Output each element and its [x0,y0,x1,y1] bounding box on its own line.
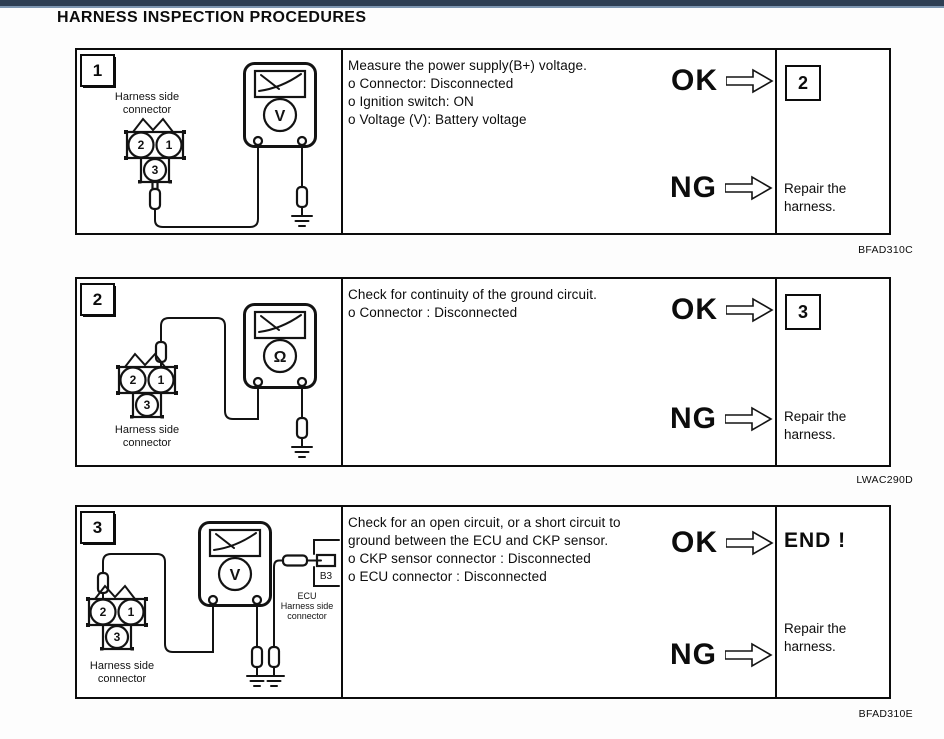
ground-probe-icon [297,386,307,447]
instruction-line: Check for an open circuit, or a short circuit to [348,515,621,530]
connector-label: Harness side [89,660,155,672]
procedure-panel-2 [75,277,891,467]
connector-label: connector [122,104,172,116]
harness-connector-icon [86,586,148,651]
ok-row [671,295,774,325]
result-cell-3 [775,507,889,697]
ok-label: OK [671,526,718,559]
ground-probe-icon [297,145,307,216]
step-number-box: 1 [80,54,115,87]
right-arrow-icon [725,175,773,201]
procedure-panel-3 [75,505,891,699]
instruction-line: Measure the power supply(B+) voltage. [348,58,587,73]
result-cell-2 [775,279,889,465]
figure-code: LWAC290D [856,474,913,486]
svg-text:3: 3 [151,163,159,177]
goto-step-box: 2 [785,65,821,101]
instruction-line: o Connector : Disconnected [348,304,518,320]
ng-action-text: Repair the harness. [784,621,847,654]
instruction-line: o Voltage (V): Battery voltage [348,111,527,127]
step-number-box: 2 [80,283,115,316]
svg-text:1: 1 [165,138,173,152]
diagram-cell-2 [77,279,343,465]
multimeter-icon [245,64,316,147]
procedure-panel-1 [75,48,891,235]
ground-icon [247,676,267,686]
ng-action-text: Repair the harness. [784,181,847,214]
right-arrow-icon [725,642,773,668]
end-label: END ! [784,529,847,552]
right-arrow-icon [726,297,774,323]
instruction-line: o Connector: Disconnected [348,75,514,91]
ground-icon [292,447,312,457]
result-cell-1 [775,50,889,233]
svg-text:3: 3 [143,398,151,412]
connector-label: connector [97,673,147,685]
instruction-cell-2 [343,279,775,465]
svg-text:1: 1 [157,373,165,387]
svg-text:3: 3 [113,630,121,644]
ground-icon [264,676,284,686]
ecu-terminal-label: B3 [319,571,333,582]
instruction-line: o ECU connector : Disconnected [348,568,547,584]
ground-icon [292,216,312,226]
ground-probe-icon [269,647,279,676]
ok-row [671,66,774,96]
harness-connector-icon [124,119,186,184]
figure-code: BFAD310C [858,244,913,256]
ng-label: NG [670,171,717,204]
right-arrow-icon [726,68,774,94]
instruction-line: ground between the ECU and CKP sensor. [348,532,609,548]
goto-step-box: 3 [785,294,821,330]
right-arrow-icon [726,530,774,556]
ok-label: OK [671,293,718,326]
page-title: HARNESS INSPECTION PROCEDURES [57,9,367,26]
circuit-test-diagram-3 [77,507,341,697]
meter-mode-symbol: V [229,567,241,584]
meter-mode-symbol: V [274,108,286,125]
multimeter-icon [200,523,271,606]
step-number-box: 3 [80,511,115,544]
ecu-probe-icon [283,556,321,566]
instruction-line: o CKP sensor connector : Disconnected [348,550,591,566]
ecu-connector-label: connector [287,611,327,621]
circuit-test-diagram-2 [77,279,341,465]
meter-mode-symbol: Ω [273,349,287,366]
diagram-cell-1 [77,50,343,233]
connector-label: connector [122,437,172,449]
svg-text:2: 2 [137,138,145,152]
svg-text:2: 2 [99,605,107,619]
ground-probe-icon [252,604,262,676]
harness-connector-icon [116,354,178,419]
instruction-cell-3 [343,507,775,697]
svg-text:2: 2 [129,373,137,387]
ecu-connector-label: Harness side [280,601,334,611]
test-probe-icon [150,182,160,217]
ng-action-text: Repair the harness. [784,409,847,442]
ok-label: OK [671,64,718,97]
instruction-line: Check for continuity of the ground circuit. [348,287,597,302]
ng-label: NG [670,638,717,671]
ecu-connector-label: ECU [297,591,317,601]
figure-code: BFAD310E [858,708,913,720]
instruction-line: o Ignition switch: ON [348,93,474,109]
instruction-cell-1 [343,50,775,233]
ng-row [670,404,773,434]
window-top-bar [0,0,944,8]
connector-label: Harness side [114,424,180,436]
ng-label: NG [670,402,717,435]
diagram-cell-3 [77,507,343,697]
ng-row [670,173,773,203]
test-probe-icon [98,573,108,599]
svg-text:1: 1 [127,605,135,619]
ng-row [670,640,773,670]
multimeter-icon [245,305,316,388]
circuit-test-diagram-1 [77,50,341,233]
ok-row [671,528,774,558]
connector-label: Harness side [114,91,180,103]
right-arrow-icon [725,406,773,432]
